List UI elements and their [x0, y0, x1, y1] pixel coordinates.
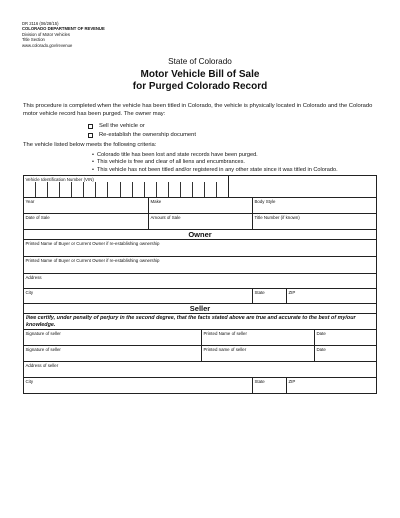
form-title-line2: for Purged Colorado Record	[132, 81, 268, 92]
sale-row	[24, 213, 376, 229]
body-style-label: Body Style	[254, 199, 276, 204]
seller-printed-name-label-2: Printed name of seller	[203, 347, 247, 353]
division-name: Division of Motor Vehicles	[22, 31, 70, 37]
seller-address-label: Address of seller	[25, 363, 59, 369]
title-number-field[interactable]	[252, 214, 376, 229]
department-name: COLORADO DEPARTMENT OF REVENUE	[22, 26, 105, 32]
option-sell-label: Sell the vehicle or	[99, 123, 145, 129]
owner-options	[88, 122, 196, 140]
owner-zip-label: ZIP	[288, 290, 296, 295]
owner-address-label: Address	[25, 275, 42, 280]
seller-city-label: City	[25, 379, 34, 385]
make-label: Make	[150, 199, 162, 204]
reestablish-checkbox[interactable]	[88, 133, 93, 138]
seller-zip-label: ZIP	[288, 379, 296, 385]
seller-date-label-1: Date	[316, 331, 326, 337]
seller-city-row	[24, 377, 376, 393]
form-header	[22, 21, 105, 48]
criteria-item: • This vehicle has not been titled and/or registered in any other state since it was titled in Colorado.	[92, 167, 338, 174]
owner-name-row-2	[24, 256, 376, 273]
year-make-row	[24, 197, 376, 213]
criteria-item: • This vehicle is free and clear of all liens and encumbrances.	[92, 159, 338, 166]
website: www.colorado.gov/revenue	[22, 42, 73, 48]
seller-section-heading: Seller	[24, 303, 376, 313]
option-reestablish-label: Re-establish the ownership document	[99, 132, 196, 138]
seller-city-field[interactable]	[24, 378, 252, 393]
body-style-field[interactable]	[252, 198, 376, 213]
seller-date-label-2: Date	[316, 347, 326, 353]
vin-row	[24, 176, 376, 197]
criteria-lead: The vehicle listed below meets the following criteria:	[23, 142, 157, 148]
seller-signature-label-2: Signature of seller	[25, 347, 61, 353]
owner-city-label: City	[25, 290, 34, 295]
bill-of-sale-form	[23, 175, 377, 394]
seller-address-row	[24, 361, 376, 377]
amount-of-sale-field[interactable]	[148, 214, 252, 229]
date-of-sale-label: Date of Sale	[25, 215, 50, 220]
seller-printed-name-field-1[interactable]	[201, 330, 314, 345]
option-sell	[88, 122, 196, 131]
criteria-item: • Colorado title has been lost and state records have been purged.	[92, 152, 338, 159]
owner-address-field[interactable]	[24, 274, 376, 288]
seller-printed-name-field-2[interactable]	[201, 346, 314, 361]
seller-zip-field[interactable]	[286, 378, 376, 393]
vin-label: Vehicle Identification Number (VIN)	[25, 177, 94, 182]
owner-printed-name-label-2: Printed Name of Buyer or Current Owner if re-establishing ownership	[25, 258, 160, 263]
seller-state-field[interactable]	[252, 378, 286, 393]
seller-date-field-1[interactable]	[314, 330, 376, 345]
year-label: Year	[25, 199, 35, 204]
vin-field[interactable]	[24, 176, 228, 197]
date-of-sale-field[interactable]	[24, 214, 148, 229]
seller-date-field-2[interactable]	[314, 346, 376, 361]
owner-zip-field[interactable]	[286, 289, 376, 303]
owner-address-row	[24, 273, 376, 288]
seller-state-label: State	[254, 379, 265, 385]
section-name: Title Section	[22, 37, 45, 43]
owner-state-field[interactable]	[252, 289, 286, 303]
owner-state-label: State	[254, 290, 265, 295]
intro-paragraph: This procedure is completed when the vehicle has been titled in Colorado, the vehicle is physically located in Colorado and the Colorado motor vehicle record has been purged. The owner may:	[23, 103, 373, 117]
form-number: DR 2116 (06/28/15)	[22, 21, 59, 26]
option-reestablish	[88, 131, 196, 140]
year-field[interactable]	[24, 198, 148, 213]
seller-signature-row-1	[24, 329, 376, 345]
seller-signature-row-2	[24, 345, 376, 361]
amount-of-sale-label: Amount of Sale	[150, 215, 181, 220]
seller-signature-field-2[interactable]	[24, 346, 201, 361]
sell-checkbox[interactable]	[88, 124, 93, 129]
owner-city-row	[24, 288, 376, 303]
seller-signature-label-1: Signature of seller	[25, 331, 61, 337]
form-title	[0, 69, 400, 93]
title-number-label: Title Number (if known)	[254, 215, 300, 220]
owner-printed-name-label-1: Printed Name of Buyer or Current Owner if re-establishing ownership	[25, 241, 160, 246]
vin-character-boxes	[24, 182, 228, 197]
owner-city-field[interactable]	[24, 289, 252, 303]
seller-signature-field-1[interactable]	[24, 330, 201, 345]
owner-printed-name-field-2[interactable]	[24, 257, 376, 273]
state-heading: State of Colorado	[168, 57, 232, 66]
owner-printed-name-field-1[interactable]	[24, 240, 376, 256]
owner-section-heading: Owner	[24, 229, 376, 239]
owner-name-row-1	[24, 239, 376, 256]
form-title-line1: Motor Vehicle Bill of Sale	[140, 69, 260, 80]
make-field[interactable]	[148, 198, 252, 213]
criteria-list	[92, 152, 338, 174]
seller-printed-name-label-1: Printed Name of seller	[203, 331, 247, 337]
vin-filler	[228, 176, 376, 197]
seller-certification: I/we certify, under penalty of perjury in the second degree, that the facts stated above are true and accurate to the best of my/our knowledge.	[24, 313, 376, 329]
seller-address-field[interactable]	[24, 362, 376, 377]
